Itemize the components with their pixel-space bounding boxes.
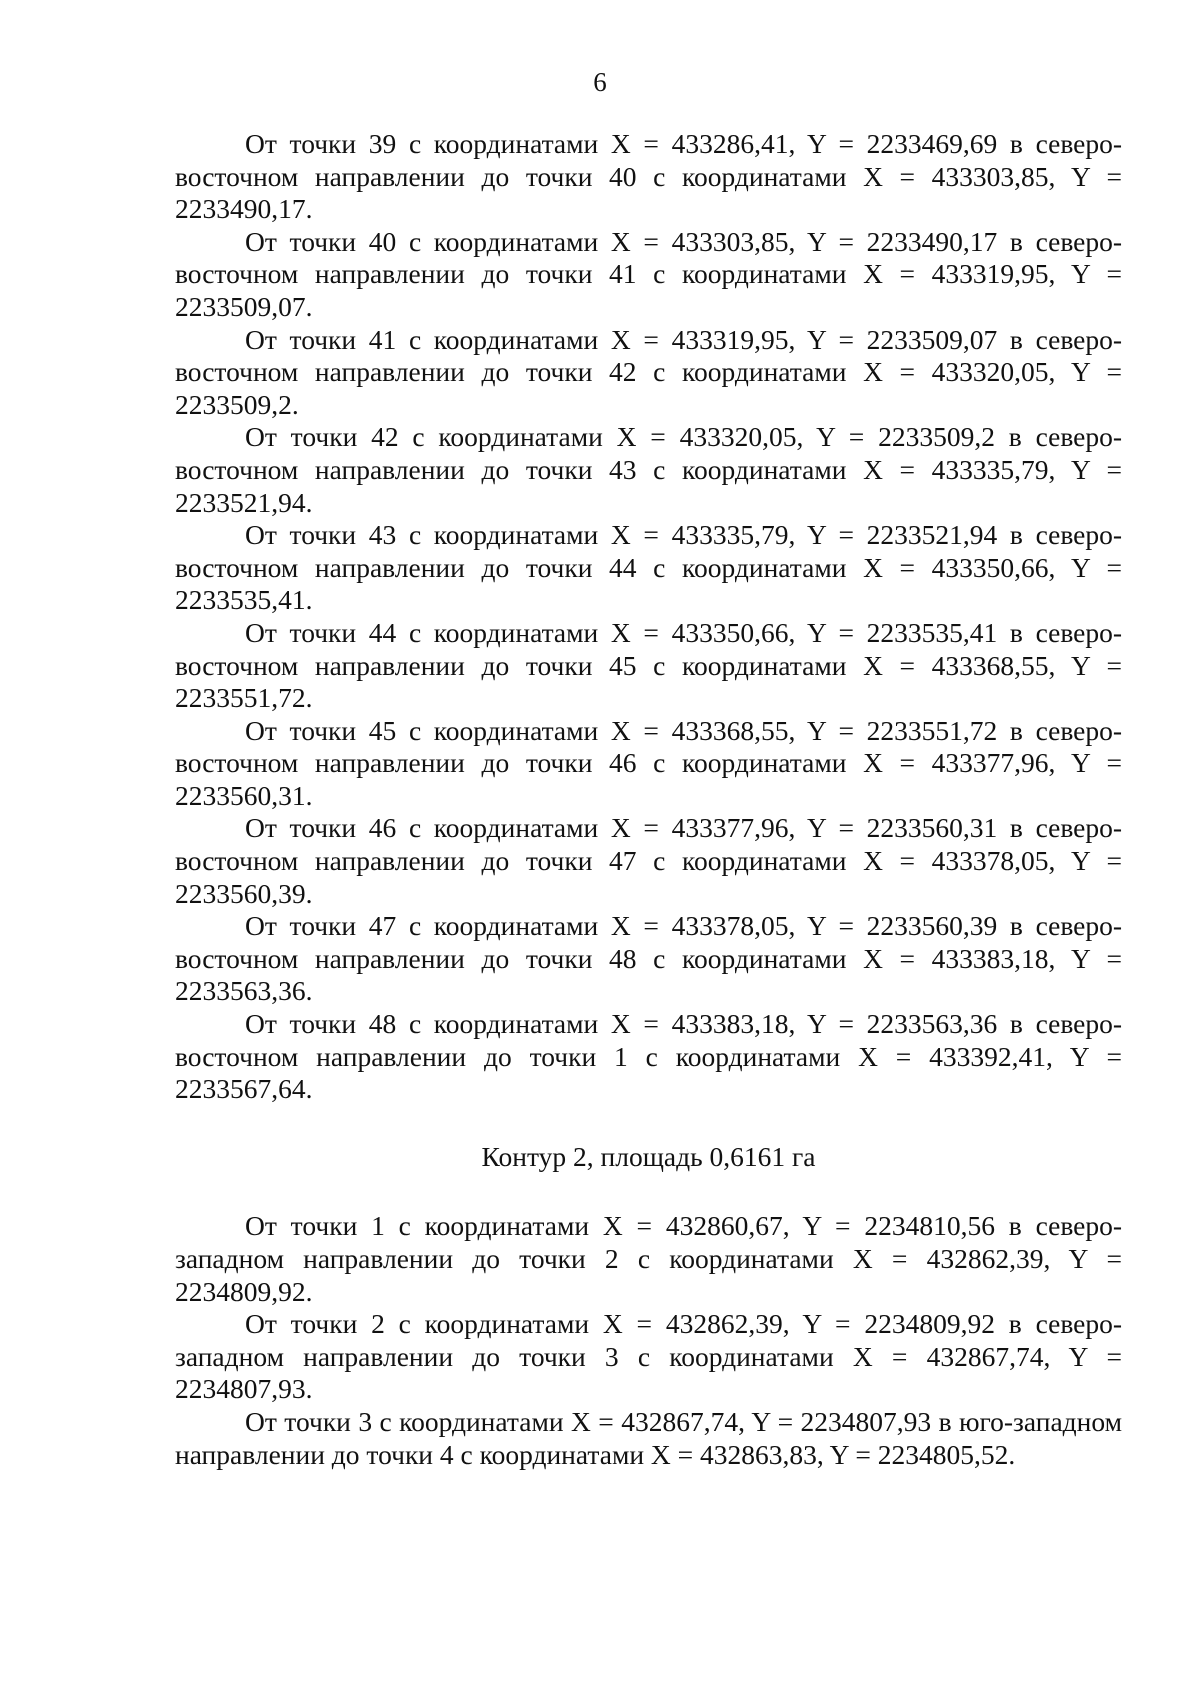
- boundary-description-paragraph: От точки 1 с координатами X = 432860,67, Y = 2234810,56 в северо-западном направлении до точки 2 с координатами X = 432862,39, Y = 2234809,92.: [175, 1210, 1122, 1307]
- contour-heading: Контур 2, площадь 0,6161 га: [481, 1140, 816, 1172]
- boundary-description-paragraph: От точки 39 с координатами X = 433286,41, Y = 2233469,69 в северо-восточном направлении до точки 40 с координатами X = 433303,85, Y = 2233490,17.: [175, 128, 1122, 225]
- boundary-description-paragraph: От точки 47 с координатами X = 433378,05, Y = 2233560,39 в северо-восточном направлении до точки 48 с координатами X = 433383,18, Y = 2233563,36.: [175, 910, 1122, 1007]
- boundary-description-paragraph: От точки 45 с координатами X = 433368,55, Y = 2233551,72 в северо-восточном направлении до точки 46 с координатами X = 433377,96, Y = 2233560,31.: [175, 714, 1122, 811]
- boundary-description-paragraph: От точки 42 с координатами X = 433320,05, Y = 2233509,2 в северо-восточном направлении до точки 43 с координатами X = 433335,79, Y = 2233521,94.: [175, 421, 1122, 518]
- boundary-description-paragraph: От точки 46 с координатами X = 433377,96, Y = 2233560,31 в северо-восточном направлении до точки 47 с координатами X = 433378,05, Y = 2233560,39.: [175, 812, 1122, 909]
- document-body: [175, 128, 1122, 1471]
- boundary-description-paragraph: От точки 2 с координатами X = 432862,39, Y = 2234809,92 в северо-западном направлении до точки 3 с координатами X = 432867,74, Y = 2234807,93.: [175, 1308, 1122, 1405]
- page-number: 6: [593, 67, 607, 97]
- boundary-description-paragraph: От точки 48 с координатами X = 433383,18, Y = 2233563,36 в северо-восточном направлении до точки 1 с координатами X = 433392,41, Y = 2233567,64.: [175, 1008, 1122, 1105]
- boundary-description-paragraph: От точки 43 с координатами X = 433335,79, Y = 2233521,94 в северо-восточном направлении до точки 44 с координатами X = 433350,66, Y = 2233535,41.: [175, 519, 1122, 616]
- boundary-description-paragraph: От точки 41 с координатами X = 433319,95, Y = 2233509,07 в северо-восточном направлении до точки 42 с координатами X = 433320,05, Y = 2233509,2.: [175, 323, 1122, 420]
- boundary-description-paragraph: От точки 3 с координатами X = 432867,74, Y = 2234807,93 в юго-западном направлении до точки 4 с координатами X = 432863,83, Y = 2234805,52.: [175, 1405, 1122, 1470]
- boundary-description-paragraph: От точки 40 с координатами X = 433303,85, Y = 2233490,17 в северо-восточном направлении до точки 41 с координатами X = 433319,95, Y = 2233509,07.: [175, 225, 1122, 322]
- boundary-description-paragraph: От точки 44 с координатами X = 433350,66, Y = 2233535,41 в северо-восточном направлении до точки 45 с координатами X = 433368,55, Y = 2233551,72.: [175, 616, 1122, 714]
